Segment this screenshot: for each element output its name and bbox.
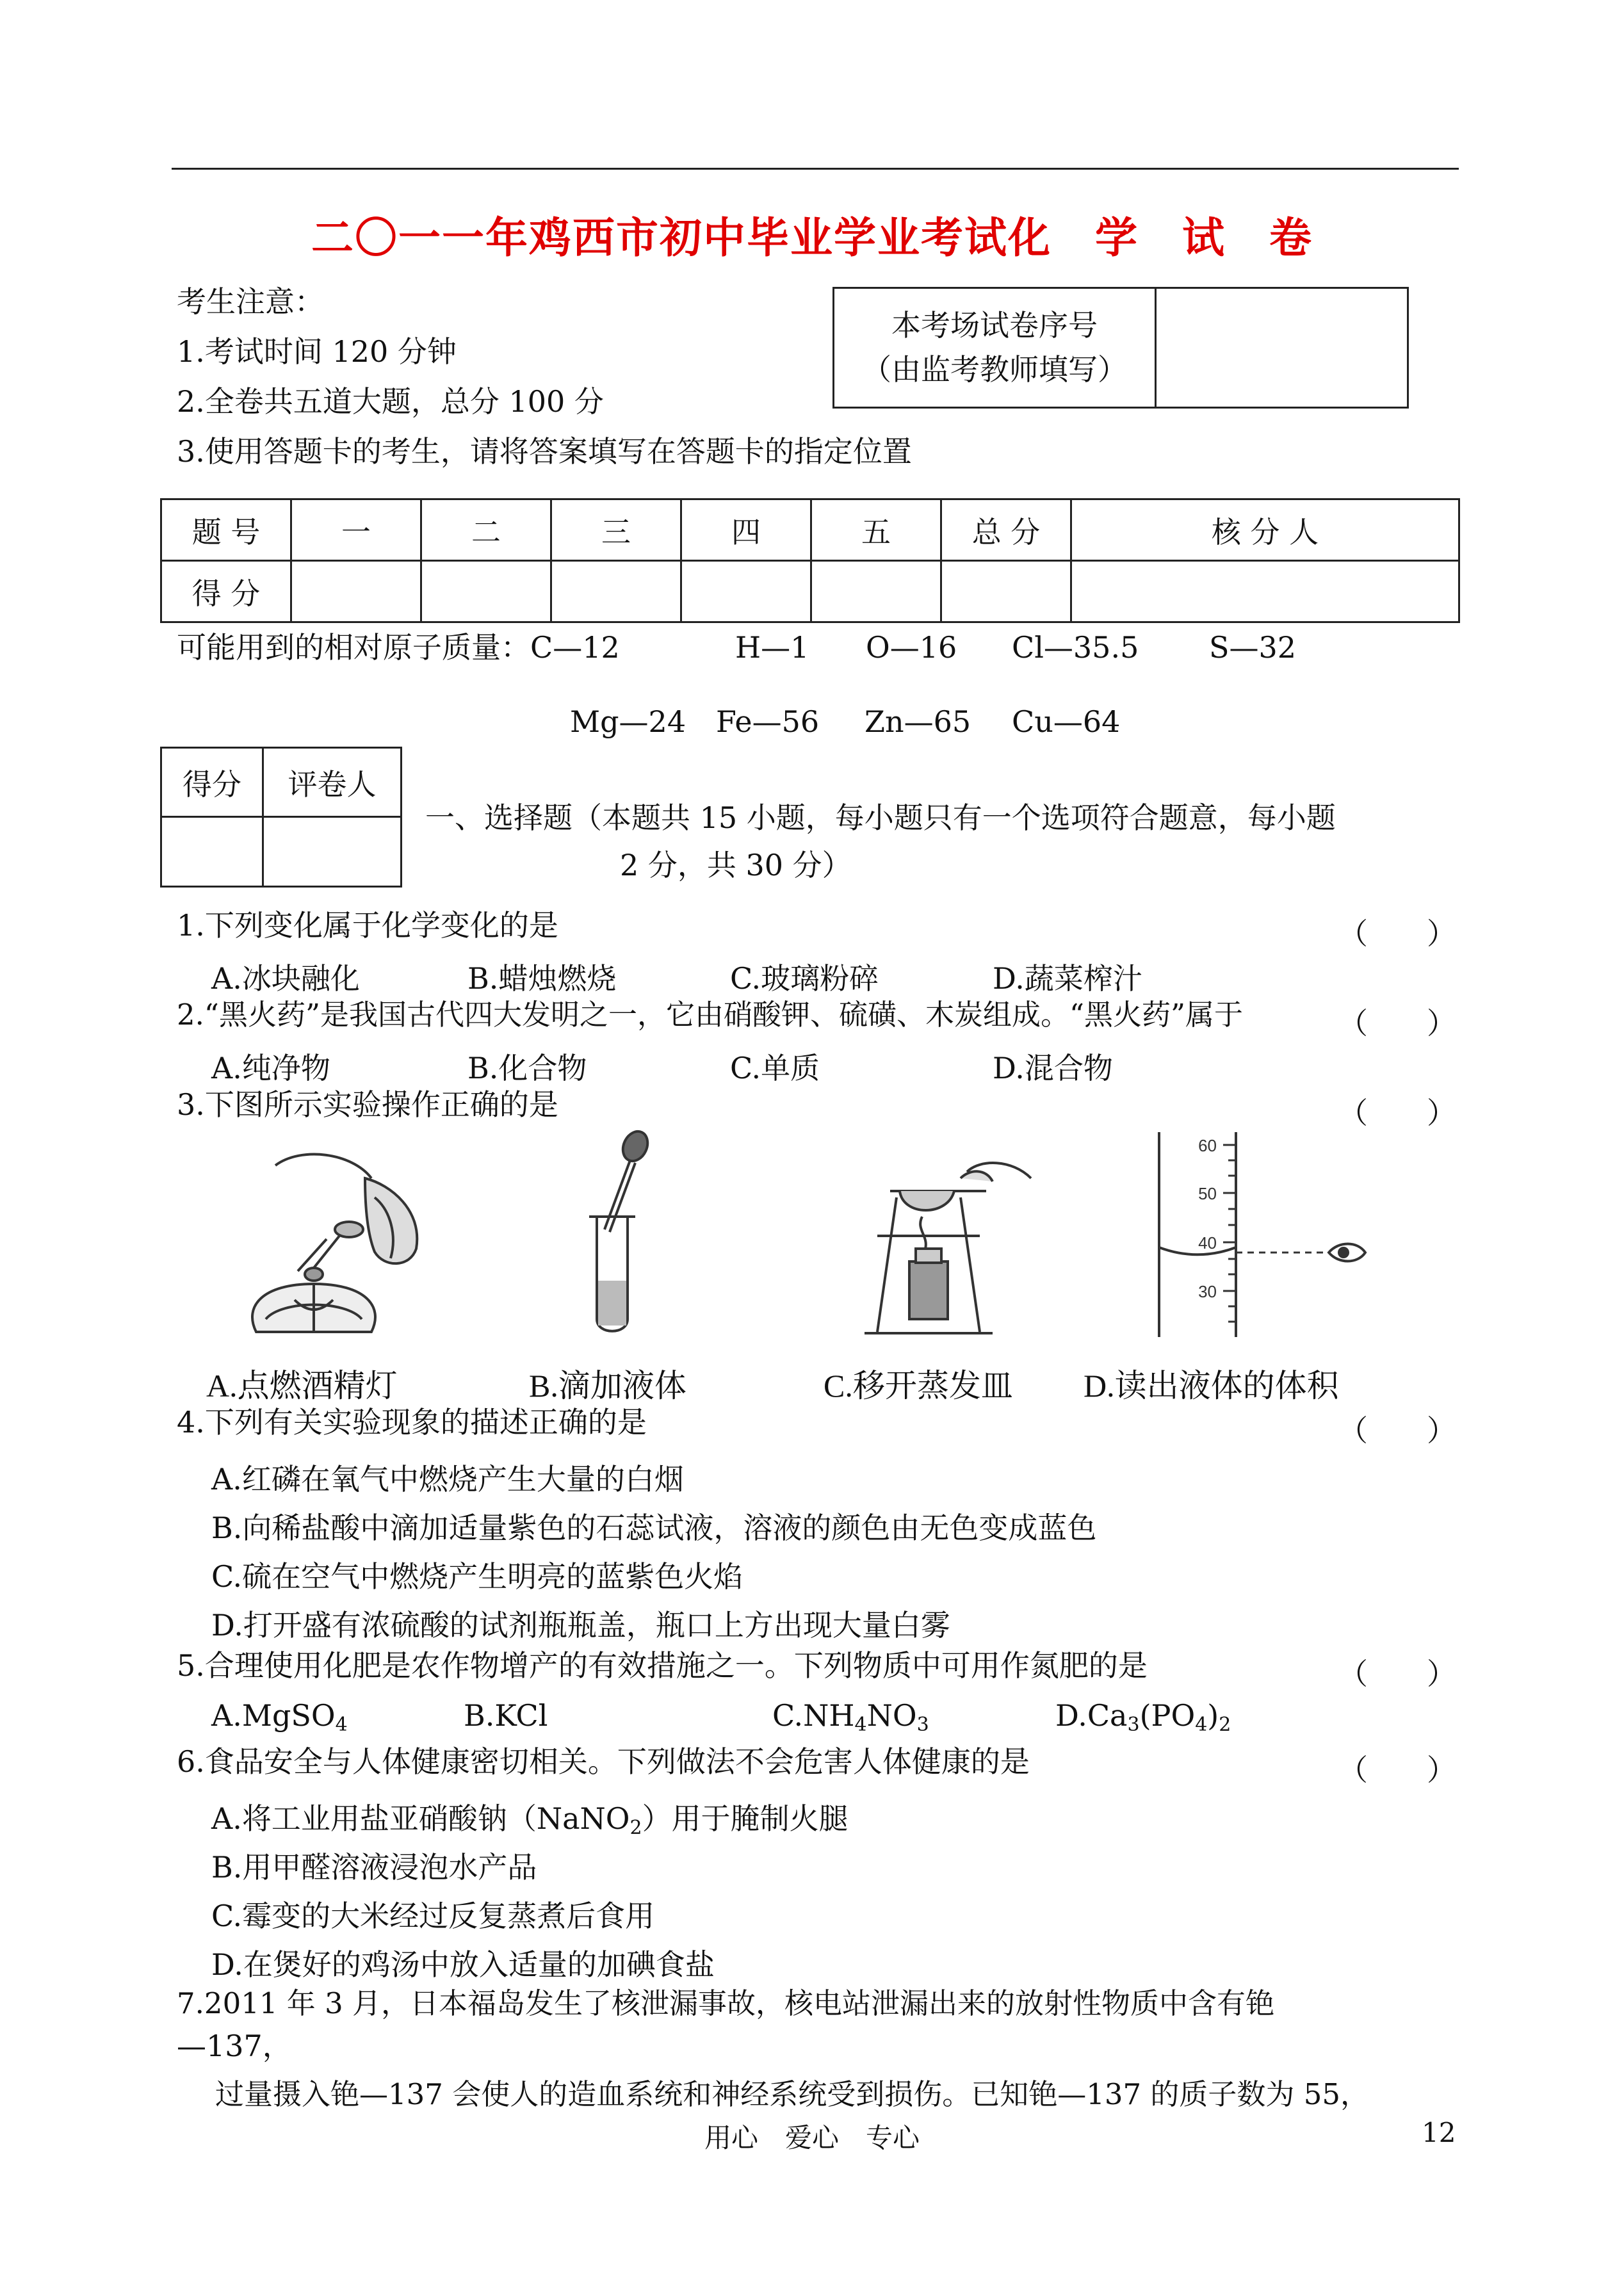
score-cell[interactable] (291, 561, 421, 622)
option: B.化合物 (467, 1051, 587, 1085)
question-2-stem: 2.“黑火药”是我国古代四大发明之一，它由硝酸钾、硫磺、木炭组成。“黑火药”属于 (177, 998, 1243, 1032)
page-number: 12 (1422, 2117, 1456, 2148)
atomic-mass-item: Zn—65 (865, 704, 971, 739)
score-cell[interactable] (811, 561, 941, 622)
alcohol-lamp-figure (237, 1140, 448, 1345)
answer-paren[interactable]: （ ） (1338, 1753, 1456, 1787)
notice-heading: 考生注意： (177, 284, 324, 319)
top-rule (172, 168, 1459, 170)
answer-paren[interactable]: （ ） (1338, 1096, 1456, 1130)
question-3-stem: 3.下图所示实验操作正确的是 (177, 1087, 558, 1122)
atomic-mass-item: Fe—56 (716, 704, 820, 739)
option-c-formula: $C.NH_4NO_3$ (772, 1698, 929, 1736)
score-table (160, 498, 1460, 623)
atomic-mass-item: S—32 (1209, 630, 1297, 665)
option: A.冰块融化 (211, 961, 360, 996)
option: A.将工业用盐亚硝酸钠（NaNO$_2$）用于腌制火腿 (211, 1801, 849, 1839)
answer-paren[interactable]: （ ） (1338, 916, 1456, 951)
score-cell[interactable] (941, 561, 1071, 622)
option-a-formula: A.MgSO$_4$ (211, 1698, 348, 1736)
answer-paren[interactable]: （ ） (1338, 1006, 1456, 1041)
answer-paren[interactable]: （ ） (1338, 1657, 1456, 1691)
question-6-stem: 6.食品安全与人体健康密切相关。下列做法不会危害人体健康的是 (177, 1744, 1030, 1779)
cylinder-tick-label: 40 (1198, 1233, 1217, 1253)
seat-number-label (834, 288, 1156, 408)
score-row-label: 得 分 (161, 561, 291, 622)
figure-caption-d: D.读出液体的体积 (1084, 1368, 1339, 1404)
score-cell[interactable] (681, 561, 811, 622)
seat-number-field[interactable] (1156, 288, 1408, 408)
question-4-stem: 4.下列有关实验现象的描述正确的是 (177, 1405, 647, 1439)
score-cell[interactable] (1071, 561, 1459, 622)
option-d-formula: $D.Ca_3(PO_4)_2$ (1055, 1698, 1231, 1736)
option: B.用甲醛溶液浸泡水产品 (211, 1850, 537, 1885)
grader-score-label: 得分 (161, 748, 263, 817)
question-1-stem: 1.下列变化属于化学变化的是 (177, 908, 558, 943)
option: C.硫在空气中燃烧产生明亮的蓝紫色火焰 (211, 1559, 743, 1594)
option-b-formula: B.KCl (464, 1698, 548, 1733)
section-1-subtitle: 2 分，共 30 分） (620, 848, 852, 882)
score-cell[interactable] (551, 561, 681, 622)
option: C.单质 (730, 1051, 820, 1085)
score-header-cell: 核 分 人 (1071, 499, 1459, 561)
exam-title: 二〇一一年鸡西市初中毕业学业考试化 学 试 卷 (311, 213, 1313, 263)
grader-name-label: 评卷人 (263, 748, 402, 817)
atomic-mass-item: H—1 (735, 630, 809, 665)
figure-caption-b: B.滴加液体 (529, 1368, 686, 1404)
atomic-mass-item: Cl—35.5 (1012, 630, 1139, 665)
atomic-mass-item: Mg—24 (570, 704, 686, 739)
option: A.红磷在氧气中燃烧产生大量的白烟 (211, 1462, 684, 1496)
evaporating-dish-figure (852, 1153, 1037, 1345)
score-header-cell: 二 (421, 499, 551, 561)
seat-number-box (832, 287, 1409, 409)
option: D.混合物 (993, 1051, 1113, 1085)
figure-caption-c: C.移开蒸发皿 (824, 1368, 1013, 1404)
figure-caption-a: A.点燃酒精灯 (206, 1368, 398, 1404)
option: B.蜡烛燃烧 (467, 961, 617, 996)
question-7-line1: 7.2011 年 3 月，日本福岛发生了核泄漏事故，核电站泄漏出来的放射性物质中含有铯 (177, 1986, 1275, 2020)
cylinder-tick-label: 30 (1198, 1282, 1217, 1301)
option: B.向稀盐酸中滴加适量紫色的石蕊试液，溶液的颜色由无色变成蓝色 (211, 1511, 1097, 1545)
notice-item-1: 1.考试时间 120 分钟 (177, 334, 457, 369)
option: D.蔬菜榨汁 (993, 961, 1142, 996)
question-5-stem: 5.合理使用化肥是农作物增产的有效措施之一。下列物质中可用作氮肥的是 (177, 1648, 1148, 1683)
test-tube-dropper-figure (564, 1127, 666, 1345)
option: D.在煲好的鸡汤中放入适量的加碘食盐 (211, 1947, 715, 1982)
score-header-cell: 五 (811, 499, 941, 561)
option: D.打开盛有浓硫酸的试剂瓶瓶盖，瓶口上方出现大量白雾 (211, 1608, 950, 1642)
grader-box (160, 747, 402, 888)
question-7-line3: 过量摄入铯—137 会使人的造血系统和神经系统受到损伤。已知铯—137 的质子数为 55， (215, 2077, 1369, 2111)
score-header-cell: 总 分 (941, 499, 1071, 561)
graduated-cylinder-figure (1140, 1132, 1370, 1343)
cylinder-tick-marks (1223, 1145, 1236, 1322)
atomic-mass-item: Cu—64 (1012, 704, 1121, 739)
page-footer: 用心 爱心 专心 (704, 2122, 920, 2153)
score-header-cell: 一 (291, 499, 421, 561)
section-1-title: 一、选择题（本题共 15 小题，每小题只有一个选项符合题意，每小题 (425, 800, 1336, 835)
seat-number-line1: 本考场试卷序号 (891, 308, 1098, 343)
eye-icon (1329, 1244, 1365, 1261)
atomic-mass-item: O—16 (866, 630, 957, 665)
seat-number-line2: （由监考教师填写） (862, 352, 1127, 387)
score-header-cell: 三 (551, 499, 681, 561)
option: A.纯净物 (211, 1051, 330, 1085)
option: C.玻璃粉碎 (730, 961, 879, 996)
option: C.霉变的大米经过反复蒸煮后食用 (211, 1899, 655, 1933)
answer-paren[interactable]: （ ） (1338, 1413, 1456, 1448)
notice-item-3: 3.使用答题卡的考生，请将答案填写在答题卡的指定位置 (177, 434, 912, 469)
question-7-line2: —137， (177, 2029, 292, 2063)
cylinder-tick-label: 60 (1198, 1136, 1217, 1155)
grader-name-field[interactable] (263, 817, 402, 887)
score-header-cell: 题 号 (161, 499, 291, 561)
grader-score-field[interactable] (161, 817, 263, 887)
score-header-cell: 四 (681, 499, 811, 561)
notice-item-2: 2.全卷共五道大题，总分 100 分 (177, 384, 604, 419)
cylinder-tick-label: 50 (1198, 1184, 1217, 1203)
score-cell[interactable] (421, 561, 551, 622)
atomic-mass-item: C—12 (530, 630, 620, 665)
atomic-mass-label: 可能用到的相对原子质量： (177, 630, 530, 665)
